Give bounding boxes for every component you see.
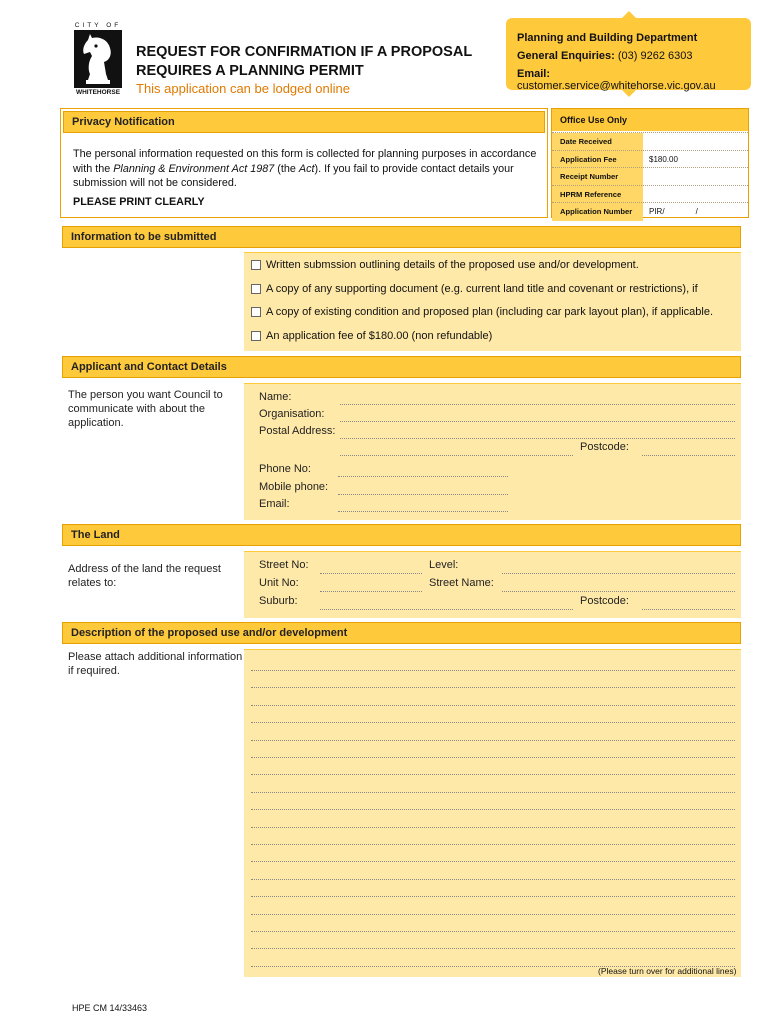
knight-chess-icon bbox=[74, 30, 122, 88]
privacy-notification-box bbox=[60, 108, 548, 218]
description-heading: Description of the proposed use and/or development bbox=[62, 622, 741, 644]
applicant-description: The person you want Council to communicate with about the application. bbox=[68, 389, 223, 429]
organisation-field[interactable] bbox=[340, 421, 735, 422]
enquiries-phone: (03) 9262 6303 bbox=[617, 50, 693, 62]
name-label: Name: bbox=[259, 391, 292, 403]
office-row-label: Application Fee bbox=[552, 151, 643, 169]
title-line-1: REQUEST FOR CONFIRMATION IF A PROPOSAL bbox=[136, 44, 473, 60]
name-field[interactable] bbox=[340, 404, 735, 405]
office-row-date-received bbox=[552, 132, 748, 151]
applicant-heading: Applicant and Contact Details bbox=[62, 356, 741, 378]
contact-box bbox=[506, 18, 751, 90]
email-label: Email: bbox=[517, 68, 551, 80]
checklist-item-application-fee[interactable] bbox=[251, 330, 492, 342]
description-panel bbox=[244, 649, 741, 977]
description-line[interactable] bbox=[251, 931, 735, 932]
contact-box-notch-top bbox=[622, 11, 636, 18]
phone-field[interactable] bbox=[338, 476, 508, 477]
postal-address-field[interactable] bbox=[340, 438, 735, 439]
description-line[interactable] bbox=[251, 896, 735, 897]
online-lodgement-note: This application can be lodged online bbox=[136, 81, 350, 96]
organisation-label: Organisation: bbox=[259, 408, 325, 420]
office-row-label: Application Number bbox=[552, 203, 643, 221]
description-line[interactable] bbox=[251, 879, 735, 880]
street-name-field[interactable] bbox=[502, 591, 735, 592]
privacy-text-part: ). If you fail to provide contact details your submission will not be considered. bbox=[73, 162, 514, 189]
description-line[interactable] bbox=[251, 861, 735, 862]
contact-box-notch-bottom bbox=[622, 90, 636, 97]
privacy-text-part: (the bbox=[274, 162, 299, 175]
office-use-table bbox=[551, 108, 749, 218]
checklist-label: An application fee of $180.00 (non refundable) bbox=[266, 330, 493, 342]
suburb-field[interactable] bbox=[320, 609, 573, 610]
office-row-receipt-number bbox=[552, 167, 748, 186]
department-name: Planning and Building Department bbox=[517, 32, 698, 44]
description-line[interactable] bbox=[251, 740, 735, 741]
suburb-label: Suburb: bbox=[259, 595, 298, 607]
postcode-field[interactable] bbox=[642, 455, 735, 456]
land-description: Address of the land the request relates to: bbox=[68, 563, 221, 589]
email-contact bbox=[517, 68, 751, 92]
checklist-label: Written submssion outlining details of the proposed use and/or development. bbox=[266, 259, 639, 271]
email-address[interactable]: customer.service@whitehorse.vic.gov.au bbox=[517, 80, 716, 92]
street-name-label: Street Name: bbox=[429, 577, 494, 589]
office-row-value bbox=[643, 186, 748, 204]
office-row-hprm-reference bbox=[552, 185, 748, 204]
council-logo bbox=[74, 22, 122, 102]
street-no-field[interactable] bbox=[320, 573, 422, 574]
privacy-heading: Privacy Notification bbox=[63, 111, 545, 133]
description-line[interactable] bbox=[251, 948, 735, 949]
office-row-value: PIR/ / bbox=[649, 207, 698, 217]
description-line[interactable] bbox=[251, 792, 735, 793]
privacy-text-part: The personal information requested on this form is collected for planning purposes in accordance with the bbox=[73, 148, 537, 175]
office-row-value: $180.00 bbox=[649, 154, 678, 164]
privacy-text bbox=[73, 147, 543, 191]
privacy-act-name: Planning & Environment Act 1987 bbox=[113, 162, 275, 175]
land-postcode-label: Postcode: bbox=[580, 595, 629, 607]
office-row-label: Date Received bbox=[552, 133, 643, 151]
level-field[interactable] bbox=[502, 573, 735, 574]
logo-city-of: CITY OF bbox=[74, 22, 122, 29]
checkbox[interactable] bbox=[251, 260, 261, 270]
land-postcode-field[interactable] bbox=[642, 609, 735, 610]
street-no-label: Street No: bbox=[259, 559, 309, 571]
document-reference: HPE CM 14/33463 bbox=[72, 1003, 148, 1013]
description-line[interactable] bbox=[251, 757, 735, 758]
office-row-label: HPRM Reference bbox=[552, 186, 643, 204]
office-row-label: Receipt Number bbox=[552, 168, 643, 186]
checklist-label: A copy of any supporting document (e.g. current land title and covenant or restrictions), if bbox=[266, 283, 698, 295]
general-enquiries bbox=[517, 50, 693, 62]
description-line[interactable] bbox=[251, 844, 735, 845]
checklist-label: A copy of existing condition and proposed plan (including car park layout plan), if applicable. bbox=[266, 306, 713, 318]
description-line[interactable] bbox=[251, 774, 735, 775]
description-line[interactable] bbox=[251, 914, 735, 915]
checkbox[interactable] bbox=[251, 307, 261, 317]
privacy-act-short: Act bbox=[298, 162, 315, 175]
form-title bbox=[136, 43, 472, 81]
mobile-label: Mobile phone: bbox=[259, 481, 329, 493]
unit-no-label: Unit No: bbox=[259, 577, 299, 589]
checkbox[interactable] bbox=[251, 284, 261, 294]
checkbox[interactable] bbox=[251, 331, 261, 341]
email-field[interactable] bbox=[338, 511, 508, 512]
turn-over-note: (Please turn over for additional lines) bbox=[598, 966, 737, 976]
mobile-field[interactable] bbox=[338, 494, 508, 495]
postal-address-line2-field[interactable] bbox=[340, 455, 573, 456]
checklist-item-written-submission[interactable] bbox=[251, 259, 639, 271]
postcode-label: Postcode: bbox=[580, 441, 629, 453]
level-label: Level: bbox=[429, 559, 459, 571]
land-heading: The Land bbox=[62, 524, 741, 546]
checklist-item-supporting-document[interactable] bbox=[251, 283, 698, 295]
office-row-application-number bbox=[552, 202, 748, 221]
description-line[interactable] bbox=[251, 687, 735, 688]
office-row-value bbox=[643, 133, 748, 151]
office-row-value bbox=[643, 168, 748, 186]
phone-label: Phone No: bbox=[259, 463, 311, 475]
description-line[interactable] bbox=[251, 670, 735, 671]
postal-address-label: Postal Address: bbox=[259, 425, 336, 437]
title-line-2: REQUIRES A PLANNING PERMIT bbox=[136, 63, 364, 79]
description-line[interactable] bbox=[251, 809, 735, 810]
office-row-application-fee bbox=[552, 150, 748, 169]
description-line[interactable] bbox=[251, 705, 735, 706]
unit-no-field[interactable] bbox=[320, 591, 422, 592]
print-clearly-notice: PLEASE PRINT CLEARLY bbox=[73, 196, 205, 208]
description-note: Please attach additional information if required. bbox=[68, 651, 243, 677]
description-line[interactable] bbox=[251, 827, 735, 828]
description-line[interactable] bbox=[251, 722, 735, 723]
information-heading: Information to be submitted bbox=[62, 226, 741, 248]
logo-whitehorse: WHITEHORSE bbox=[75, 89, 121, 96]
enquiries-label: General Enquiries: bbox=[517, 50, 615, 62]
email-field-label: Email: bbox=[259, 498, 290, 510]
checklist-item-plans[interactable] bbox=[251, 306, 713, 318]
office-use-heading: Office Use Only bbox=[552, 109, 748, 131]
